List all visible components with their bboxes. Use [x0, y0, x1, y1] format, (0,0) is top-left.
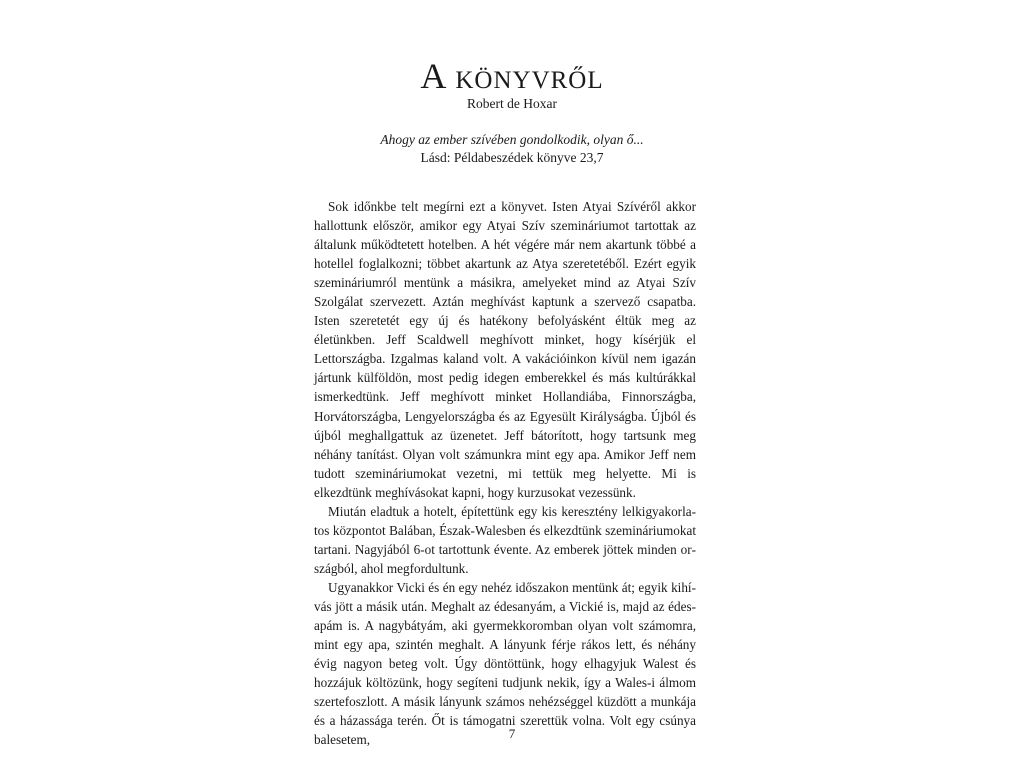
body-text	[314, 197, 696, 749]
paragraph: Miután eladtuk a hotelt, építettünk egy kis keresztény lelkigyakorlatos központot Balában, Észak-Walesben és elkezdtünk szemináriumokat tartani. Nagyjából 6-ot tartottunk évente. Az emberek jöttek minden országból, ahol megfordultunk.	[314, 503, 696, 576]
page-number: 7	[508, 726, 516, 741]
epigraph	[0, 131, 1024, 167]
paragraph: Ugyanakkor Vicki és én egy nehéz időszakon mentünk át; egyik kihívás jött a másik után. Meghalt az édesanyám, a Vickié is, majd az édesapám is. A nagybátyám, aki gyermekkoromban olyan volt számomra, mint egy apa, szintén meghalt. A lányunk férje rákos lett, és néhány évig nagyon beteg volt. Úgy döntöttünk, hogy elhagyjuk Walest és hozzájuk költözünk, hogy segíteni tudjunk nekik, így a Wales-i álmom szertefoszlott. A másik lányunk számos nehézséggel küzdött a munkája és a házassága terén. Őt is támogatni szerettük volna. Volt egy csúnya balesetem,	[314, 579, 696, 748]
epigraph-reference: Lásd: Példabeszédek könyve 23,7	[420, 150, 604, 165]
author-name: Robert de Hoxar	[467, 96, 557, 111]
epigraph-quote: Ahogy az ember szívében gondolkodik, olyan ő...	[380, 132, 644, 147]
chapter-title: A könyvről	[420, 56, 604, 96]
paragraph: Sok időnkbe telt megírni ezt a könyvet. Isten Atyai Szívéről akkor hallottunk először, amikor egy Atyai Szív szemináriumot tartottak az általunk működtetett hotelben. A hét végére már nem akartunk többé a hotellel foglalkozni; többet akartunk az Atya szeretetéből. Ezért egyik szemináriumról mentünk a másikra, amelyeket mind az Atyai Szív Szolgálat szervezett. Aztán meghívást kaptunk a szervező csapatba. Isten szeretetét egy új és hatékony befolyásként éltük meg az életünkben. Jeff Scaldwell meghívott minket, hogy kísérjük el Lettországba. Izgalmas kaland volt. A vakációinkon kívül nem igazán jártunk külföldön, most pedig idegen emberekkel és más kultúrákkal ismerkedtünk. Jeff meghívott minket Hollandiába, Finnországba, Horvátországba, Lengyelországba és az Egyesült Királyságba. Újból és újból meghallgattuk az üzenetet. Jeff bátorított, hogy tartsunk meg néhány tanítást. Olyan volt számunkra mint egy apa. Amikor Jeff nem tudott szemináriumokat vezetni, mi tettük meg helyette. Mi is elkezdtünk meghívásokat kapni, hogy kurzusokat vezessünk.	[314, 199, 696, 500]
